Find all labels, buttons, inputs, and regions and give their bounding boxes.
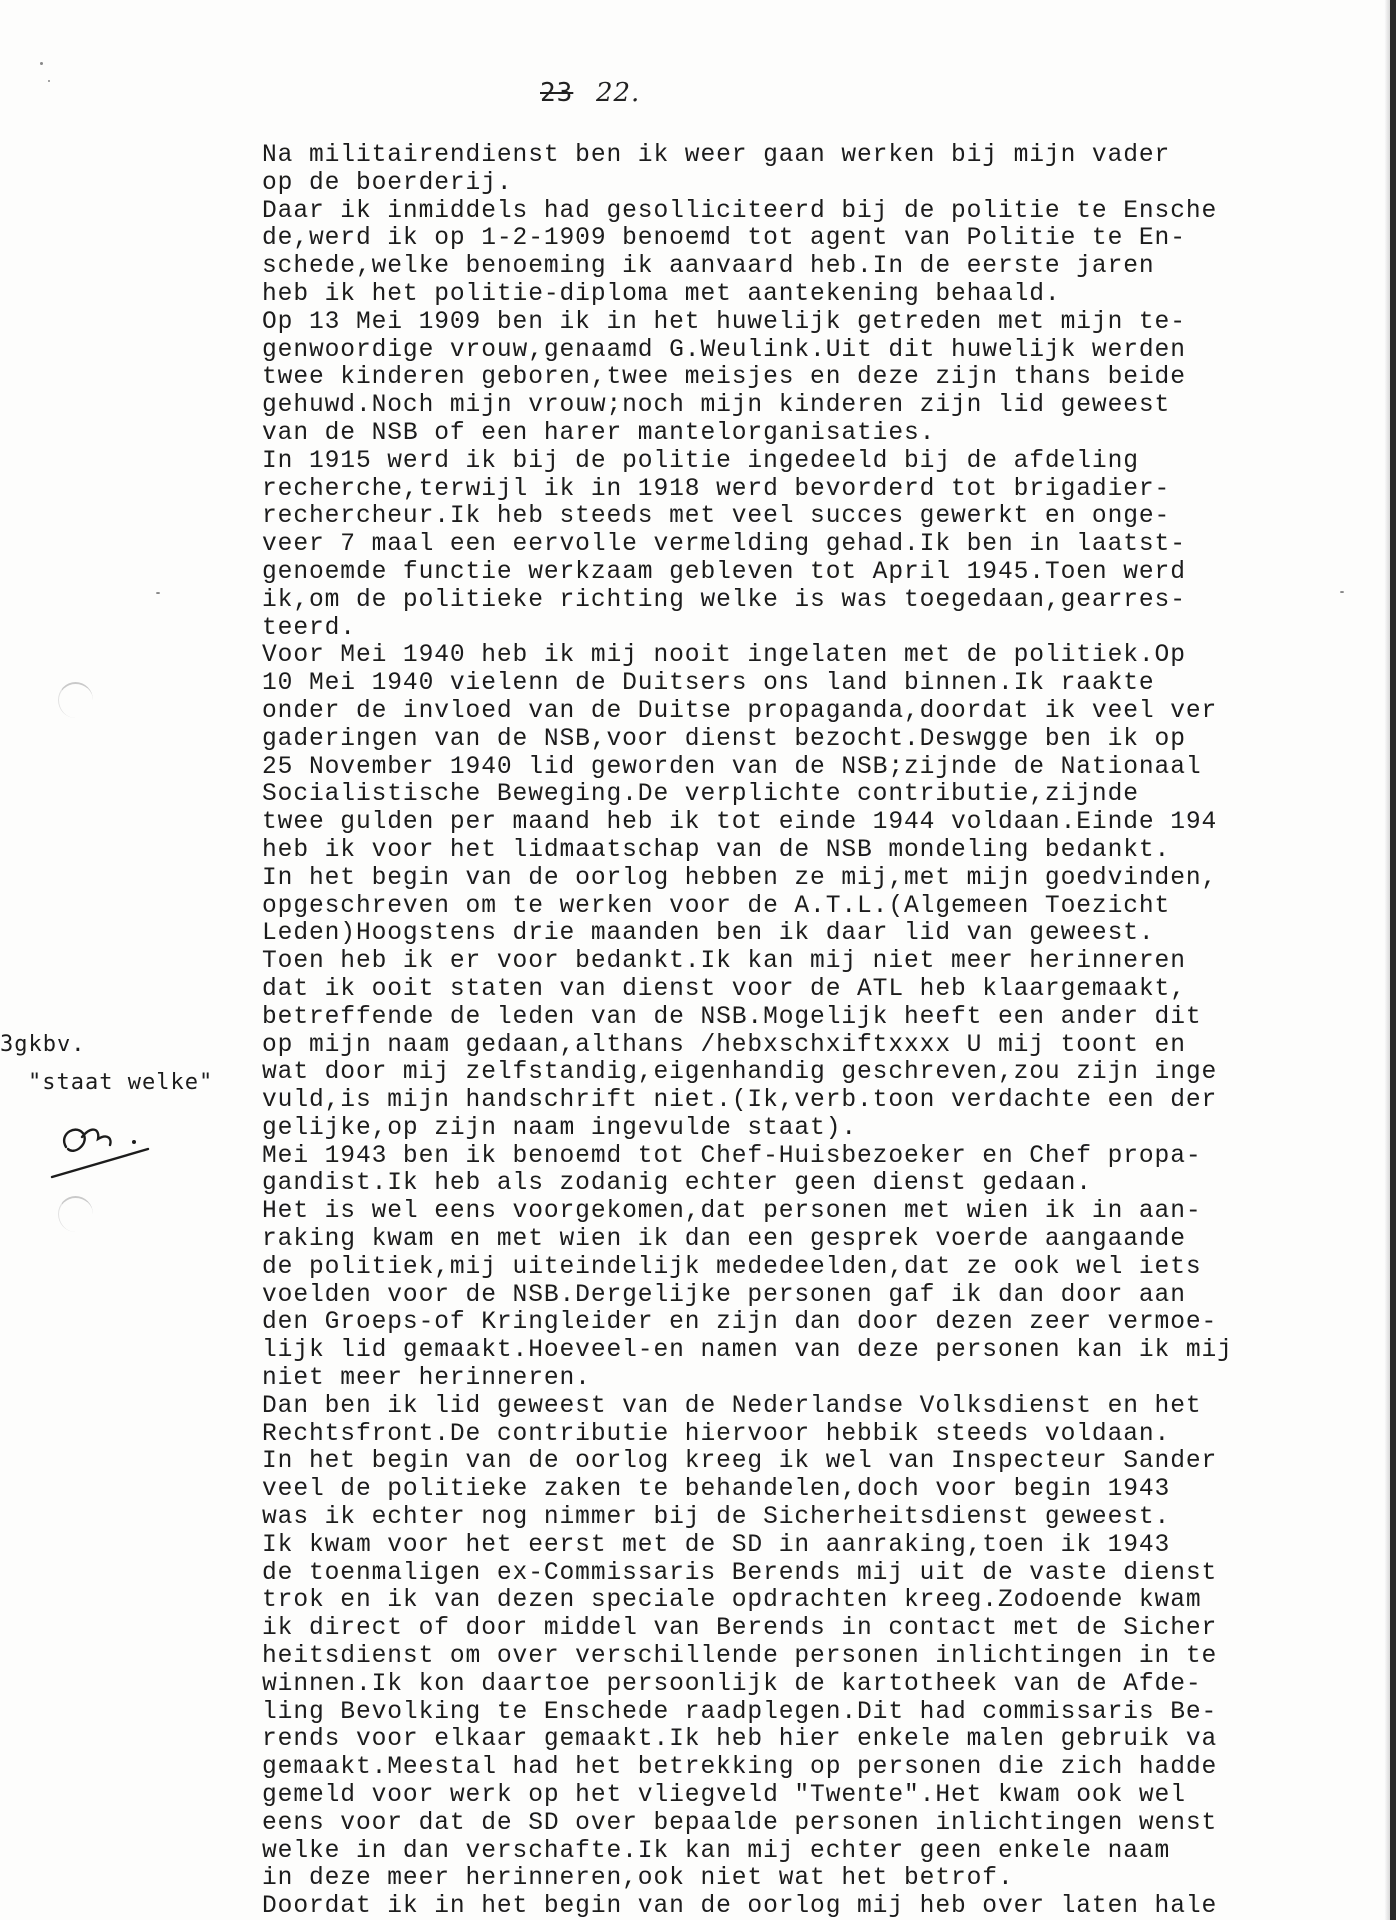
page-number [540,78,640,108]
text-line: veer 7 maal een eervolle vermelding gehad.Ik ben in laatst- [262,531,1186,559]
text-line: was ik echter nog nimmer bij de Sicherheitsdienst geweest. [262,1504,1171,1532]
text-line: van de NSB of een harer mantelorganisaties. [262,419,936,447]
text-line: 25 November 1940 lid geworden van de NSB;zijnde de Nationaal [262,753,1202,781]
text-line: heb ik het politie-diploma met aantekening behaald. [262,280,1061,308]
text-line: opgeschreven om te werken voor de A.T.L.(Algemeen Toezicht [262,892,1171,920]
text-line: wat door mij zelfstandig,eigenhandig geschreven,zou zijn inge [262,1059,1218,1087]
initials-signature [48,1115,158,1185]
text-line: In 1915 werd ik bij de politie ingedeeld bij de afdeling [262,447,1139,475]
paper-speck [1340,591,1344,593]
text-line: heitsdienst om over verschillende personen inlichtingen in te [262,1643,1218,1671]
page-number-struck: 23 [540,78,574,108]
text-line: In het begin van de oorlog hebben ze mij,met mijn goedvinden, [262,864,1218,892]
text-line: op de boerderij. [262,169,513,197]
text-line: Leden)Hoogstens drie maanden ben ik daar lid van geweest. [262,920,1155,948]
text-line: Dan ben ik lid geweest van de Nederlandse Volksdienst en het [262,1392,1202,1420]
punch-hole-mark [58,682,93,718]
text-line: rechercheur.Ik heb steeds met veel succes gewerkt en onge- [262,503,1171,531]
text-line: gemeld voor werk op het vliegveld "Twente".Het kwam ook wel [262,1782,1186,1810]
text-line: ling Bevolking te Enschede raadplegen.Dit had commissaris Be- [262,1698,1218,1726]
punch-hole-mark [58,1196,93,1232]
text-line: Toen heb ik er voor bedankt.Ik kan mij niet meer herinneren [262,948,1186,976]
text-line: Het is wel eens voorgekomen,dat personen met wien ik in aan- [262,1198,1202,1226]
text-line: twee gulden per maand heb ik tot einde 1944 voldaan.Einde 194 [262,809,1218,837]
margin-note-quote: "staat welke" [28,1070,214,1095]
text-line: Op 13 Mei 1909 ben ik in het huwelijk getreden met mijn te- [262,308,1186,336]
text-line: voelden voor de NSB.Dergelijke personen gaf ik dan door aan [262,1281,1186,1309]
text-line: Daar ik inmiddels had gesolliciteerd bij de politie te Ensche [262,197,1218,225]
text-line: genwoordige vrouw,genaamd G.Weulink.Uit dit huwelijk werden [262,336,1186,364]
text-line: raking kwam en met wien ik dan een gesprek voerde aangaande [262,1226,1186,1254]
text-line: gemaakt.Meestal had het betrekking op personen die zich hadde [262,1754,1218,1782]
text-line: gaderingen van de NSB,voor dienst bezocht.Deswgge ben ik op [262,725,1186,753]
text-line: lijk lid gemaakt.Hoeveel-en namen van deze personen kan ik mij [262,1337,1233,1365]
text-line: de toenmaligen ex-Commissaris Berends mij uit de vaste dienst [262,1559,1218,1587]
text-line: Na militairendienst ben ik weer gaan werken bij mijn vader [262,142,1171,169]
text-line: heb ik voor het lidmaatschap van de NSB mondeling bedankt. [262,836,1171,864]
text-line: de,werd ik op 1-2-1909 benoemd tot agent van Politie te En- [262,225,1186,253]
text-line: twee kinderen geboren,twee meisjes en deze zijn thans beide [262,364,1186,392]
paper-speck [48,80,50,82]
text-line: winnen.Ik kon daartoe persoonlijk de kartotheek van de Afde- [262,1670,1202,1698]
text-line: rends voor elkaar gemaakt.Ik heb hier enkele malen gebruik va [262,1726,1218,1754]
text-line: welke in dan verschafte.Ik kan mij echter geen enkele naam [262,1837,1171,1865]
margin-note-correction: 3gkbv. [0,1032,86,1057]
text-line: niet meer herinneren. [262,1365,591,1393]
text-line: dat ik ooit staten van dienst voor de ATL heb klaargemaakt, [262,975,1186,1003]
text-line: genoemde functie werkzaam gebleven tot April 1945.Toen werd [262,558,1186,586]
page-number-handwritten: 22. [595,78,641,108]
text-line: teerd. [262,614,356,642]
text-line: Socialistische Beweging.De verplichte contributie,zijnde [262,781,1139,809]
text-line: trok en ik van dezen speciale opdrachten kreeg.Zodoende kwam [262,1587,1202,1615]
text-line: ik direct of door middel van Berends in contact met de Sicher [262,1615,1218,1643]
statement-body-text [262,142,1292,1921]
text-line: 10 Mei 1940 vielenn de Duitsers ons land binnen.Ik raakte [262,670,1155,698]
page-edge [1390,0,1396,1920]
text-line: gehuwd.Noch mijn vrouw;noch mijn kinderen zijn lid geweest [262,392,1171,420]
text-line: Voor Mei 1940 heb ik mij nooit ingelaten met de politiek.Op [262,642,1186,670]
text-line: onder de invloed van de Duitse propaganda,doordat ik veel ver [262,697,1218,725]
text-line: op mijn naam gedaan,althans /hebxschxiftxxxx U mij toont en [262,1031,1186,1059]
text-line: recherche,terwijl ik in 1918 werd bevorderd tot brigadier- [262,475,1171,503]
text-line: eens voor dat de SD over bepaalde personen inlichtingen wenst [262,1809,1218,1837]
text-line: de politiek,mij uiteindelijk mededeelden,dat ze ook wel iets [262,1253,1202,1281]
text-line: In het begin van de oorlog kreeg ik wel van Inspecteur Sander [262,1448,1218,1476]
text-line: vuld,is mijn handschrift niet.(Ik,verb.toon verdachte een der [262,1087,1218,1115]
paper-speck [40,62,43,65]
text-line: ik,om de politieke richting welke is was toegedaan,gearres- [262,586,1186,614]
text-line: schede,welke benoeming ik aanvaard heb.In de eerste jaren [262,253,1155,281]
text-line: Doordat ik in het begin van de oorlog mij heb over laten hale [262,1893,1218,1921]
text-line: in deze meer herinneren,ook niet wat het betrof. [262,1865,1014,1893]
text-line: den Groeps-of Kringleider en zijn dan door dezen zeer vermoe- [262,1309,1218,1337]
text-line: gandist.Ik heb als zodanig echter geen dienst gedaan. [262,1170,1092,1198]
text-line: veel de politieke zaken te behandelen,doch voor begin 1943 [262,1476,1171,1504]
text-line: betreffende de leden van de NSB.Mogelijk heeft een ander dit [262,1003,1202,1031]
paper-speck [156,592,160,594]
text-line: Ik kwam voor het eerst met de SD in aanraking,toen ik 1943 [262,1531,1171,1559]
text-line: gelijke,op zijn naam ingevulde staat). [262,1114,858,1142]
text-line: Mei 1943 ben ik benoemd tot Chef-Huisbezoeker en Chef propa- [262,1142,1202,1170]
text-line: Rechtsfront.De contributie hiervoor hebbik steeds voldaan. [262,1420,1171,1448]
